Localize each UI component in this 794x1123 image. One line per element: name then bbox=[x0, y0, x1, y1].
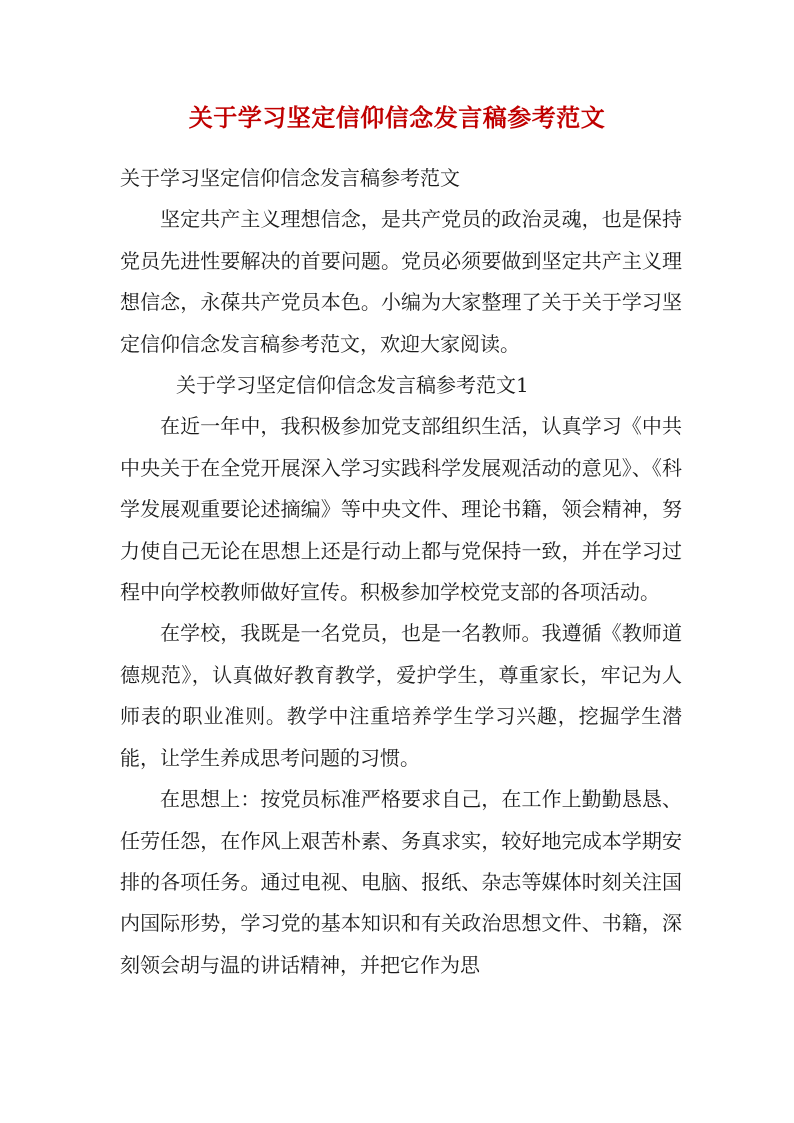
document-title: 关于学习坚定信仰信念发言稿参考范文 bbox=[188, 103, 606, 132]
intro-paragraph: 坚定共产主义理想信念，是共产党员的政治灵魂，也是保持党员先进性要解决的首要问题。党员必须要做到坚定共产主义理想信念，永葆共产党员本色。小编为大家整理了关于关于学习坚定信仰信念发言稿参考范文，欢迎大家阅读。 bbox=[120, 207, 682, 356]
body-paragraph: 在思想上：按党员标准严格要求自己，在工作上勤勤恳恳、任劳任怨，在作风上艰苦朴素、务真求实，较好地完成本学期安排的各项任务。通过电视、电脑、报纸、杂志等媒体时刻关注国内国际形势，学习党的基本知识和有关政治思想文件、书籍，深刻领会胡与温的讲话精神，并把它作为思 bbox=[120, 787, 682, 977]
section-heading: 关于学习坚定信仰信念发言稿参考范文1 bbox=[176, 373, 529, 398]
body-paragraph: 在学校，我既是一名党员，也是一名教师。我遵循《教师道德规范》，认真做好教育教学，爱护学生，尊重家长，牢记为人师表的职业准则。教学中注重培养学生学习兴趣，挖掘学生潜能，让学生养成思考问题的习惯。 bbox=[120, 621, 682, 770]
document-subtitle: 关于学习坚定信仰信念发言稿参考范文 bbox=[120, 166, 460, 190]
document-body bbox=[120, 158, 682, 986]
body-paragraph: 在近一年中，我积极参加党支部组织生活，认真学习《中共中央关于在全党开展深入学习实践科学发展观活动的意见》、《科学发展观重要论述摘编》等中央文件、理论书籍，领会精神，努力使自己无论在思想上还是行动上都与党保持一致，并在学习过程中向学校教师做好宣传。积极参加学校党支部的各项活动。 bbox=[120, 414, 682, 605]
